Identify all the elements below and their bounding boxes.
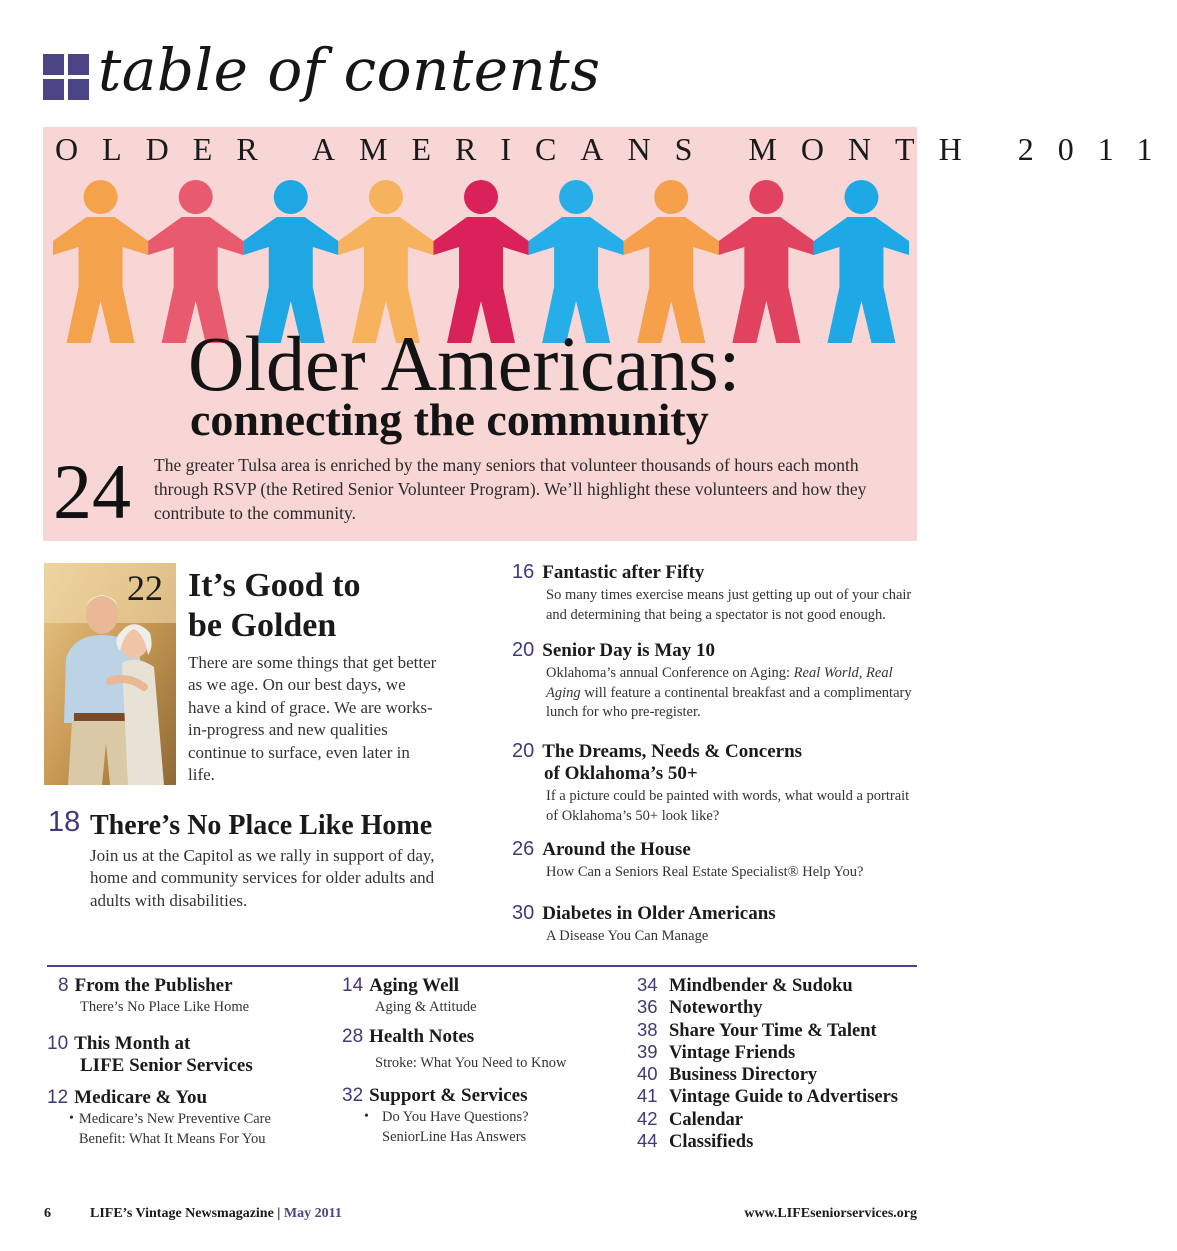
article-page-number: 16 (512, 561, 535, 583)
toc-column-1 (58, 975, 318, 1017)
feature-panel (43, 127, 1177, 541)
item-page-number: 32 (342, 1085, 364, 1106)
article-fantastic-fifty[interactable] (512, 561, 922, 625)
article-senior-day[interactable] (512, 639, 922, 723)
item-title: From the Publisher (74, 975, 233, 996)
footer-page-number: 6 (44, 1206, 51, 1221)
footer-date: May 2011 (283, 1206, 342, 1221)
item-description: Stroke: What You Need to Know (375, 1055, 567, 1071)
home-page-number: 18 (48, 806, 81, 838)
article-page-number: 26 (512, 838, 535, 860)
item-bullet-text: SeniorLine Has Answers (382, 1129, 527, 1145)
toc-item[interactable]: 38 Share Your Time & Talent (637, 1018, 877, 1041)
item-page-number: 12 (47, 1087, 69, 1108)
article-description: Oklahoma’s annual Conference on Aging: Real World, Real Aging will feature a continental breakfast and a complimentary lunch for who pre-register. (546, 665, 912, 720)
grid-icon (43, 54, 89, 100)
paper-figure (814, 180, 909, 343)
toc-item-support-services[interactable] (342, 1085, 602, 1147)
golden-description: There are some things that get better as we age. On our best days, we have a kind of grace. We are works-in-progress and new qualities continue to surface, even later in life. (188, 653, 437, 785)
golden-title[interactable] (188, 566, 361, 646)
toc-item[interactable]: 34 Mindbender & Sudoku (637, 974, 853, 996)
toc-item[interactable]: 39 Vintage Friends (637, 1040, 796, 1063)
article-dreams-needs[interactable] (512, 740, 922, 826)
paper-figure (53, 180, 148, 343)
home-title[interactable]: There’s No Place Like Home (90, 810, 433, 841)
toc-item-this-month[interactable] (47, 1033, 317, 1077)
footer-publication (90, 1206, 342, 1222)
item-title: Medicare & You (74, 1087, 208, 1108)
item-bullet-text: Medicare’s New Preventive Care Benefit: What It Means For You (78, 1111, 271, 1147)
article-title: Senior Day is May 10 (542, 640, 716, 661)
toc-item-aging-well[interactable] (342, 975, 602, 1017)
article-description: So many times exercise means just getting up out of your chair and determining that being a spectator is not good enough. (546, 587, 912, 623)
item-page-number: 8 (58, 975, 69, 996)
article-description: How Can a Seniors Real Estate Specialist® Help You? (546, 864, 864, 880)
item-page-number: 10 (47, 1033, 69, 1054)
article-diabetes[interactable] (512, 902, 922, 947)
item-description: There’s No Place Like Home (80, 999, 250, 1015)
toc-item[interactable]: 42 Calendar (637, 1107, 743, 1130)
article-page-number: 20 (512, 639, 535, 661)
toc-item[interactable]: 44 Classifieds (637, 1130, 754, 1153)
feature-page-number: 24 (53, 448, 131, 535)
feature-subtitle: connecting the community (190, 394, 709, 445)
footer-url-link[interactable]: www.LIFEseniorservices.org (744, 1206, 917, 1221)
toc-item[interactable]: 40 Business Directory (637, 1063, 818, 1086)
toc-item-health-notes[interactable] (342, 1026, 602, 1073)
bullet-icon: • (364, 1109, 369, 1124)
feature-description: The greater Tulsa area is enriched by the many seniors that volunteer thousands of hours each month through RSVP (the Retired Senior Volunteer Program). We’ll highlight these volunteers and how they contribute to the community. (154, 455, 867, 523)
toc-item[interactable]: 36 Noteworthy (637, 996, 763, 1019)
toc-item[interactable]: 41 Vintage Guide to Advertisers (637, 1085, 899, 1108)
article-title-line2: of Oklahoma’s 50+ (544, 763, 698, 784)
banner-heading: OLDER AMERICANS MONTH 2011 (55, 131, 1177, 167)
item-page-number: 14 (342, 975, 364, 996)
golden-page-number: 22 (127, 568, 163, 608)
footer-magazine: LIFE’s Vintage Newsmagazine | (90, 1206, 284, 1221)
toc-column-3 (637, 974, 927, 1152)
article-title: Fantastic after Fifty (542, 562, 705, 583)
article-title: The Dreams, Needs & Concerns (542, 741, 803, 762)
article-description: If a picture could be painted with words, what would a portrait of Oklahoma’s 50+ look like? (546, 788, 910, 824)
item-title: This Month at (74, 1033, 191, 1054)
item-title: Support & Services (369, 1085, 528, 1106)
feature-title: Older Americans: (188, 320, 741, 407)
toc-item-from-publisher[interactable] (58, 975, 318, 1017)
item-bullet-text: Do You Have Questions? (382, 1109, 529, 1125)
item-page-number: 28 (342, 1026, 364, 1047)
item-title-line2: LIFE Senior Services (80, 1055, 253, 1076)
item-description: Aging & Attitude (375, 999, 477, 1015)
golden-title-line2: be Golden (188, 607, 337, 644)
item-title: Aging Well (369, 975, 460, 996)
article-around-house[interactable] (512, 838, 922, 883)
toc-item-medicare[interactable] (47, 1087, 317, 1149)
bullet-icon: • (69, 1111, 74, 1126)
article-description: A Disease You Can Manage (546, 928, 709, 944)
home-description: Join us at the Capitol as we rally in support of day, home and community services for older adults and adults with disabilities. (90, 846, 435, 910)
item-title: Health Notes (369, 1026, 475, 1047)
toc-column-2 (342, 975, 602, 1147)
article-page-number: 20 (512, 740, 535, 762)
article-page-number: 30 (512, 902, 535, 924)
section-divider (47, 965, 917, 967)
article-title: Around the House (542, 839, 691, 860)
page-title: table of contents (98, 36, 601, 104)
golden-title-line1: It’s Good to (188, 567, 361, 604)
toc-column-1b (47, 1033, 317, 1149)
article-title: Diabetes in Older Americans (542, 903, 776, 924)
